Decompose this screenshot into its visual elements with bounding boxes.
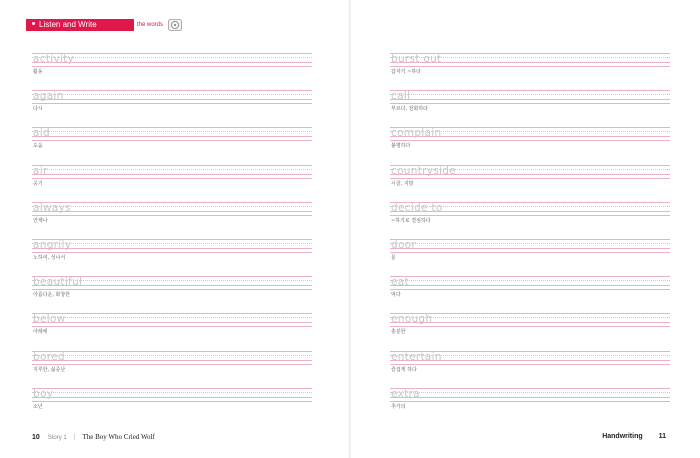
footer-separator: | <box>73 434 76 441</box>
word-entry <box>32 52 312 89</box>
word-meaning: 소년 <box>33 403 43 410</box>
bullet-icon <box>32 22 35 25</box>
handwriting-guide-lines[interactable] <box>32 164 312 178</box>
word-meaning: 활동 <box>33 69 43 75</box>
guide-line <box>32 388 312 389</box>
guide-line <box>32 289 312 290</box>
word-meaning: 아래에 <box>33 329 48 336</box>
word-entry <box>32 164 312 201</box>
word-entry <box>32 126 312 163</box>
word-meaning: 문 <box>391 254 396 261</box>
word-meaning: 불평하다 <box>391 143 411 150</box>
guide-line <box>32 326 312 327</box>
handwriting-guide-lines[interactable] <box>390 387 670 401</box>
banner-subtitle-text: the words <box>137 22 164 28</box>
guide-line <box>390 248 670 249</box>
word-entry <box>32 275 312 312</box>
trace-word: decide to <box>391 201 443 214</box>
word-meaning: 노하여, 성나서 <box>33 254 66 261</box>
guide-line <box>32 392 312 393</box>
word-meaning: 먹다 <box>391 292 401 299</box>
trace-word: enough <box>391 313 433 326</box>
trace-word: aid <box>33 127 50 140</box>
word-meaning: 지루한, 싫증난 <box>33 366 66 373</box>
handwriting-guide-lines[interactable] <box>32 126 312 140</box>
guide-line <box>390 285 670 286</box>
trace-word: eat <box>391 276 409 289</box>
handwriting-guide-lines[interactable] <box>390 238 670 252</box>
handwriting-guide-lines[interactable] <box>32 312 312 326</box>
word-meaning: 부르다, 전화하다 <box>391 106 428 113</box>
word-meaning: 도움 <box>33 143 43 150</box>
guide-line <box>32 136 312 137</box>
left-word-list <box>32 52 312 424</box>
trace-word: boy <box>33 387 54 400</box>
banner-subtitle <box>137 20 163 30</box>
guide-line <box>32 252 312 253</box>
word-meaning: 갑자기 ~하다 <box>391 69 421 75</box>
guide-line <box>32 94 312 95</box>
banner-label: Listen and Write <box>39 20 97 29</box>
guide-line <box>32 322 312 323</box>
guide-line <box>390 140 670 141</box>
guide-line <box>32 103 312 104</box>
guide-line <box>390 280 670 281</box>
guide-line <box>32 127 312 128</box>
guide-line <box>390 326 670 327</box>
trace-word: burst out <box>391 53 442 65</box>
trace-word: extra <box>391 387 420 400</box>
handwriting-guide-lines[interactable] <box>32 89 312 103</box>
word-meaning: 다시 <box>33 106 43 113</box>
word-meaning: 언제나 <box>33 217 48 224</box>
guide-line <box>390 392 670 393</box>
trace-word: entertain <box>391 350 442 363</box>
guide-line <box>32 66 312 67</box>
trace-word: call <box>391 90 411 103</box>
handwriting-guide-lines[interactable] <box>32 201 312 215</box>
guide-line <box>390 252 670 253</box>
word-entry <box>32 238 312 275</box>
trace-word: always <box>33 201 71 214</box>
word-entry <box>390 89 670 126</box>
trace-word: beautiful <box>33 276 83 289</box>
guide-line <box>32 215 312 216</box>
story-title: The Boy Who Cried Wolf <box>82 433 155 441</box>
story-label: Story 1 <box>47 435 67 441</box>
word-entry <box>390 312 670 349</box>
guide-line <box>32 401 312 402</box>
handwriting-guide-lines[interactable] <box>32 238 312 252</box>
guide-line <box>390 215 670 216</box>
word-entry <box>32 201 312 238</box>
guide-line <box>390 289 670 290</box>
section-label: Handwriting <box>602 433 643 440</box>
guide-line <box>390 364 670 365</box>
word-entry <box>390 52 670 89</box>
handwriting-guide-lines[interactable] <box>32 350 312 364</box>
guide-line <box>32 206 312 207</box>
guide-line <box>390 66 670 67</box>
guide-line <box>32 360 312 361</box>
word-entry <box>390 387 670 424</box>
word-entry <box>390 238 670 275</box>
trace-word: angrily <box>33 238 72 251</box>
guide-line <box>390 178 670 179</box>
word-entry <box>390 275 670 312</box>
guide-line <box>390 94 670 95</box>
word-meaning: 아름다운, 화창한 <box>33 292 70 299</box>
word-meaning: 시골, 지방 <box>391 180 414 187</box>
guide-line <box>32 317 312 318</box>
book-spine <box>349 0 351 458</box>
guide-line <box>390 388 670 389</box>
trace-word: again <box>33 90 64 103</box>
word-meaning: 공기 <box>33 180 43 187</box>
right-word-list <box>390 52 670 424</box>
word-entry <box>390 126 670 163</box>
word-entry <box>32 350 312 387</box>
guide-line <box>32 211 312 212</box>
guide-line <box>390 90 670 91</box>
guide-line <box>32 351 312 352</box>
section-banner <box>26 19 134 31</box>
guide-line <box>32 364 312 365</box>
guide-line <box>32 140 312 141</box>
cd-audio-icon[interactable] <box>168 19 182 31</box>
trace-word: bored <box>33 350 65 363</box>
trace-word: air <box>33 164 48 177</box>
handwriting-guide-lines[interactable] <box>32 387 312 401</box>
guide-line <box>32 165 312 166</box>
guide-line <box>32 397 312 398</box>
guide-line <box>32 169 312 170</box>
trace-word: complain <box>391 127 442 140</box>
guide-line <box>390 99 670 100</box>
trace-word: countryside <box>391 164 456 177</box>
word-meaning: 즐겁게 하다 <box>391 366 417 373</box>
word-entry <box>390 350 670 387</box>
word-entry <box>390 201 670 238</box>
guide-line <box>32 243 312 244</box>
word-entry <box>390 164 670 201</box>
guide-line <box>390 276 670 277</box>
trace-word: door <box>391 238 417 251</box>
right-page-footer <box>602 433 666 440</box>
guide-line <box>32 239 312 240</box>
guide-line <box>32 90 312 91</box>
guide-line <box>390 397 670 398</box>
guide-line <box>390 103 670 104</box>
trace-word: below <box>33 313 66 326</box>
guide-line <box>32 99 312 100</box>
guide-line <box>390 239 670 240</box>
guide-line <box>32 355 312 356</box>
guide-line <box>32 202 312 203</box>
word-meaning: 추가의 <box>391 403 406 410</box>
right-page-number: 11 <box>658 433 666 440</box>
trace-word: activity <box>33 53 75 65</box>
guide-line <box>32 313 312 314</box>
word-entry <box>32 387 312 424</box>
left-page-number: 10 <box>32 434 40 441</box>
handwriting-guide-lines[interactable] <box>390 275 670 289</box>
guide-line <box>32 248 312 249</box>
word-entry <box>32 312 312 349</box>
guide-line <box>32 174 312 175</box>
word-meaning: ~하기로 결심하다 <box>391 217 431 224</box>
guide-line <box>32 131 312 132</box>
guide-line <box>390 243 670 244</box>
left-page-footer <box>32 433 155 441</box>
guide-line <box>390 401 670 402</box>
handwriting-guide-lines[interactable] <box>390 89 670 103</box>
guide-line <box>32 178 312 179</box>
word-entry <box>32 89 312 126</box>
word-meaning: 충분한 <box>391 329 406 336</box>
